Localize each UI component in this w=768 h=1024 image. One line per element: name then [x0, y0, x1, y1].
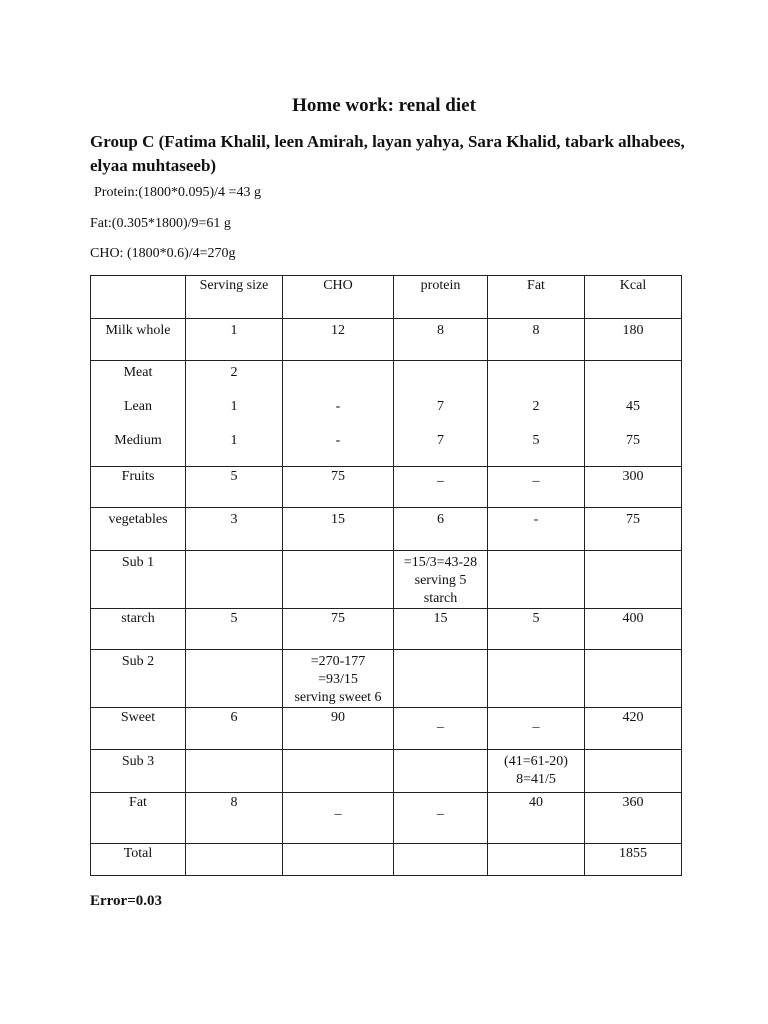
meat-label: Meat — [123, 365, 153, 380]
row-label: Milk whole — [91, 319, 186, 361]
table-cell — [488, 750, 585, 793]
table-cell — [488, 551, 585, 609]
table-row — [91, 361, 682, 467]
table-cell-value: 1 — [230, 433, 238, 448]
table-cell: 75 — [585, 508, 682, 551]
table-cell: 15 — [283, 508, 394, 551]
table-cell — [283, 750, 394, 793]
table-cell: 8 — [394, 319, 488, 361]
header-cell: Fat — [488, 276, 585, 319]
table-total-row — [91, 844, 682, 876]
table-cell: 6 — [186, 708, 283, 750]
table-cell: 300 — [585, 467, 682, 508]
table-cell — [585, 750, 682, 793]
table-cell: 3 — [186, 508, 283, 551]
sub3-line: 8=41/5 — [516, 772, 556, 787]
table-cell-value: 45 — [626, 399, 640, 414]
table-cell — [394, 844, 488, 876]
table-cell — [186, 844, 283, 876]
table-cell — [186, 551, 283, 609]
row-label: Total — [91, 844, 186, 876]
table-cell-value: 1 — [230, 399, 238, 414]
table-cell — [186, 750, 283, 793]
table-cell — [394, 750, 488, 793]
diet-table — [90, 275, 682, 876]
row-label: vegetables — [91, 508, 186, 551]
header-cell: Kcal — [585, 276, 682, 319]
total-kcal: 1855 — [585, 844, 682, 876]
row-label: Fat — [91, 793, 186, 844]
header-cell: protein — [394, 276, 488, 319]
sub2-line: =270-177 — [310, 654, 366, 669]
table-cell — [283, 650, 394, 708]
medium-label: Medium — [114, 433, 162, 448]
table-row — [91, 319, 682, 361]
table-row — [91, 551, 682, 609]
table-cell: 400 — [585, 609, 682, 650]
table-cell: 12 — [283, 319, 394, 361]
table-row — [91, 793, 682, 844]
protein-formula: Protein:(1800*0.095)/4 =43 g — [94, 185, 261, 200]
table-cell — [394, 650, 488, 708]
table-cell-value: 2 — [230, 365, 238, 380]
table-cell: 40 — [488, 793, 585, 844]
table-cell-value: 5 — [532, 433, 540, 448]
table-cell: 5 — [186, 609, 283, 650]
table-cell-value: 7 — [437, 399, 444, 414]
table-cell: 5 — [186, 467, 283, 508]
table-cell: _ — [283, 793, 394, 844]
table-cell — [186, 361, 283, 467]
table-cell: _ — [394, 708, 488, 750]
header-cell: CHO — [283, 276, 394, 319]
table-cell — [488, 650, 585, 708]
table-cell — [488, 361, 585, 467]
table-row — [91, 650, 682, 708]
table-cell — [585, 551, 682, 609]
row-label: starch — [91, 609, 186, 650]
error-value: Error=0.03 — [90, 893, 163, 909]
table-row — [91, 609, 682, 650]
row-label: Sub 3 — [91, 750, 186, 793]
table-cell: 75 — [283, 467, 394, 508]
table-cell: _ — [394, 467, 488, 508]
sub1-line: =15/3=43-28 — [403, 555, 478, 570]
row-label: Sub 1 — [91, 551, 186, 609]
table-cell: 360 — [585, 793, 682, 844]
table-cell: _ — [488, 467, 585, 508]
table-cell: 5 — [488, 609, 585, 650]
row-label: Sub 2 — [91, 650, 186, 708]
group-members: Group C (Fatima Khalil, leen Amirah, layan yahya, Sara Khalid, tabark alhabees, elyaa muhtaseeb) — [90, 132, 685, 175]
table-cell — [186, 650, 283, 708]
document-title: Home work: renal diet — [292, 95, 476, 116]
table-cell — [283, 551, 394, 609]
table-cell — [585, 650, 682, 708]
table-cell: - — [488, 508, 585, 551]
sub2-line: =93/15 — [318, 672, 358, 687]
table-cell: _ — [394, 793, 488, 844]
table-cell — [283, 844, 394, 876]
table-cell: 1 — [186, 319, 283, 361]
row-label: Fruits — [91, 467, 186, 508]
table-cell: 8 — [186, 793, 283, 844]
table-cell: 6 — [394, 508, 488, 551]
lean-label: Lean — [124, 399, 152, 414]
table-cell — [394, 361, 488, 467]
table-cell: 420 — [585, 708, 682, 750]
table-cell: 90 — [283, 708, 394, 750]
table-cell: 180 — [585, 319, 682, 361]
row-label: Sweet — [91, 708, 186, 750]
sub3-line: (41=61-20) — [504, 754, 568, 769]
table-cell-value: - — [335, 399, 341, 414]
table-cell-value: 2 — [532, 399, 540, 414]
sub1-line: serving 5 — [414, 573, 467, 588]
table-cell-value: 7 — [437, 433, 444, 448]
table-row — [91, 467, 682, 508]
header-cell — [91, 276, 186, 319]
table-cell — [283, 361, 394, 467]
table-cell-value: - — [335, 433, 341, 448]
table-row — [91, 750, 682, 793]
sub2-line: serving sweet 6 — [294, 690, 382, 705]
row-label — [91, 361, 186, 467]
table-row — [91, 708, 682, 750]
table-row — [91, 508, 682, 551]
table-cell: 15 — [394, 609, 488, 650]
fat-formula: Fat:(0.305*1800)/9=61 g — [90, 216, 231, 231]
table-cell-value: 75 — [626, 433, 640, 448]
table-cell: _ — [488, 708, 585, 750]
table-header-row — [91, 276, 682, 319]
cho-formula: CHO: (1800*0.6)/4=270g — [90, 246, 236, 261]
table-cell — [585, 361, 682, 467]
sub1-line: starch — [423, 591, 458, 606]
header-cell: Serving size — [186, 276, 283, 319]
table-cell — [394, 551, 488, 609]
table-cell — [488, 844, 585, 876]
table-cell: 75 — [283, 609, 394, 650]
table-cell: 8 — [488, 319, 585, 361]
